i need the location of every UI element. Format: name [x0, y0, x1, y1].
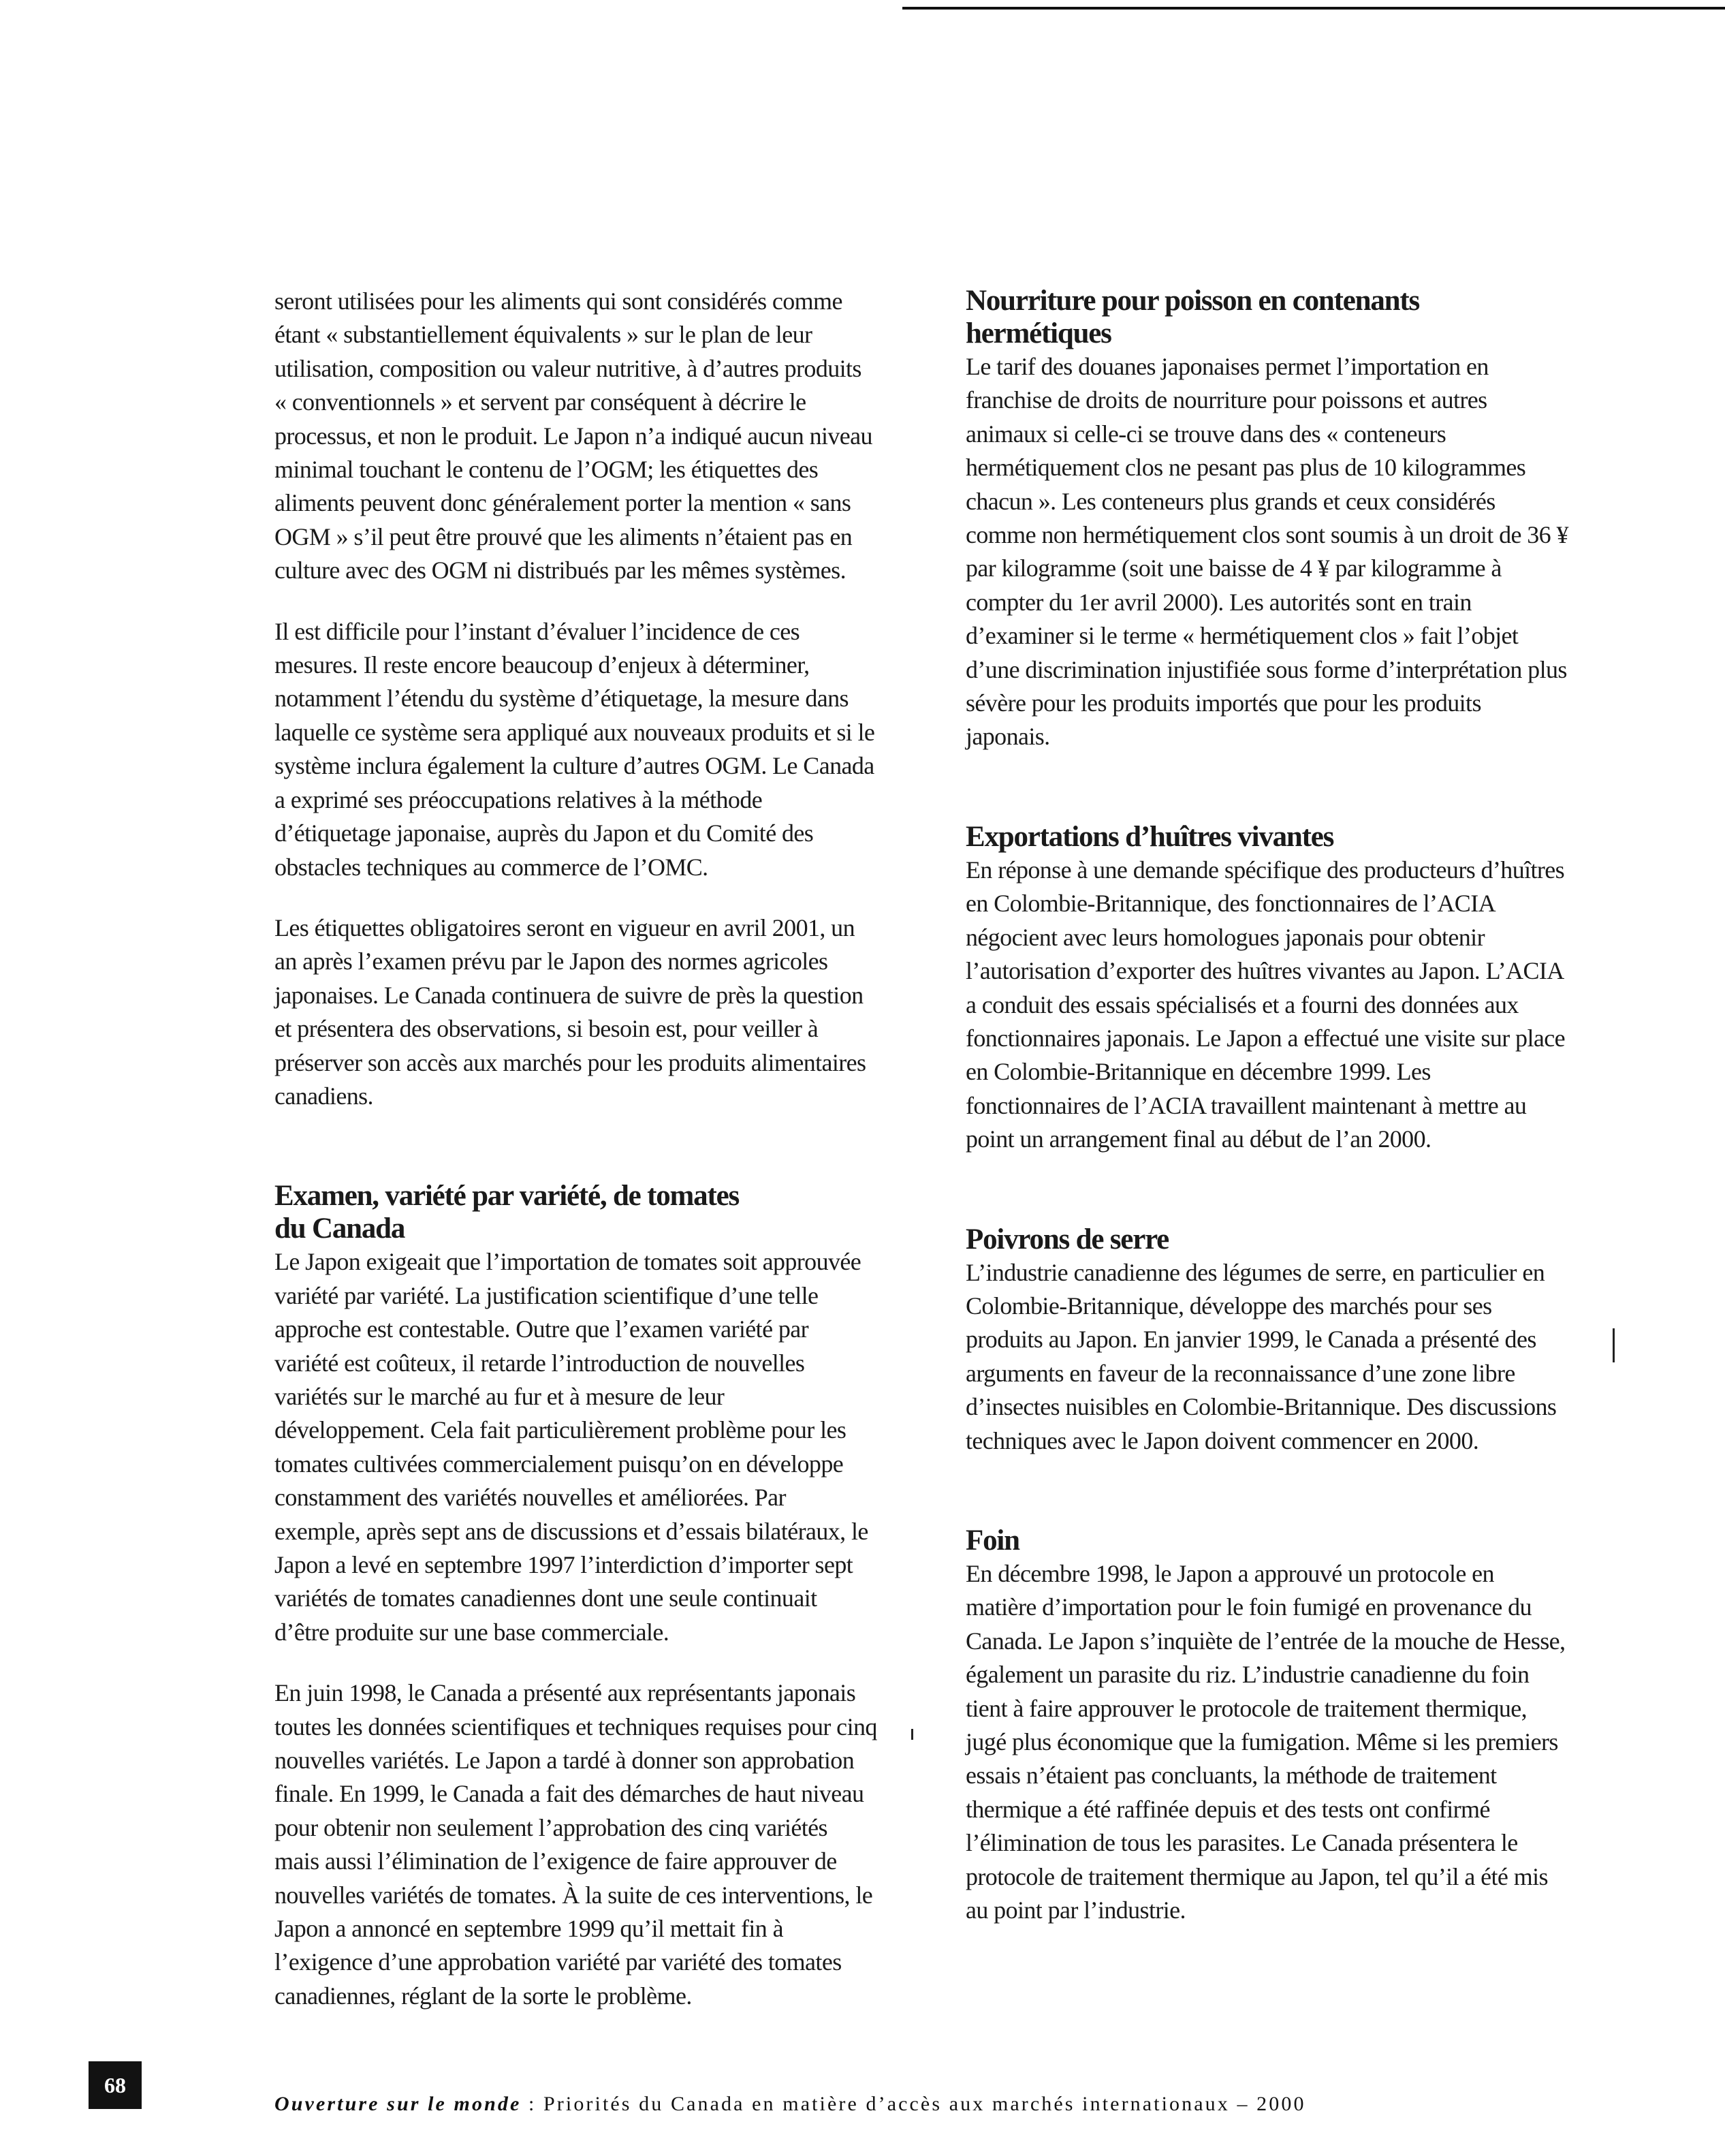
section-gap [966, 781, 1568, 821]
top-rule [902, 7, 1725, 10]
footer-publication-title: Ouverture sur le monde [274, 2093, 522, 2115]
paragraph-fish-food: Le tarif des douanes japonaises permet l’importation en franchise de droits de nourriture pour poissons et autres animaux si celle-ci se trouve dans des « conteneurs hermétiquement clos ne pesant pas plus de 10 kilogrammes chacun ». Les conteneurs plus grands et ceux considérés comme non hermétiquement clos sont soumis à un droit de 36 ¥ par kilogramme (soit une baisse de 4 ¥ par kilogramme à compter du 1er avril 2000). Les autorités sont en train d’examiner si le terme « hermétiquement clos » fait l’objet d’une discrimination injustifiée sous forme d’interprétation plus sévère pour les produits importés que pour les produits japonais. [966, 353, 1568, 751]
paragraph-impact: Il est difficile pour l’instant d’évaluer l’incidence de ces mesures. Il reste encore beaucoup d’enjeux à déterminer, notamment l’étendu du système d’étiquetage, la mesure dans laquelle ce système sera appliqué aux nouveaux produits et si le système inclura également la culture d’autres OGM. Le Canada a exprimé ses préoccupations relatives à la méthode d’étiquetage japonaise, auprès du Japon et du Comité des obstacles techniques au commerce de l’OMC. [274, 617, 875, 881]
page-number: 68 [89, 2061, 142, 2109]
paragraph-tomatoes: Le Japon exigeait que l’importation de tomates soit approuvée variété par variété. La justification scientifique d’une telle approche est contestable. Outre que l’examen variété par variété est coûteux, il retarde l’introduction de nouvelles variétés sur le marché au fur et à mesure de leur développement. Cela fait particulièrement problème pour les tomates cultivées commercialement puisqu’on en développe constamment des variétés nouvelles et améliorées. Par exemple, après sept ans de discussions et d’essais bilatéraux, le Japon a levé en septembre 1997 l’interdiction d’importer sept variétés de tomates canadiennes dont une seule continuait d’être produite sur une base commerciale. [274, 1248, 868, 1646]
paragraph-peppers: L’industrie canadienne des légumes de serre, en particulier en Colombie-Britannique, développe des marchés pour ses produits au Japon. En janvier 1999, le Canada a présenté des arguments en faveur de la reconnaissance d’une zone libre d’insectes nuisibles en Colombie-Britannique. Des discussions techniques avec le Japon doivent commencer en 2000. [966, 1258, 1557, 1454]
section-gap [966, 1485, 1568, 1525]
section-gap [274, 1140, 877, 1180]
heading-fish-food: Nourriture pour poisson en contenants hermétiques [966, 285, 1419, 349]
paragraph-ogm-labelling: seront utilisées pour les aliments qui sont considérés comme étant « substantiellement équivalents » sur le plan de leur utilisation, composition ou valeur nutritive, à d’autres produits « conventionnels » et servent par conséquent à décrire le processus, et non le produit. Le Japon n’a indiqué aucun niveau minimal touchant le contenu de l’OGM; les étiquettes des aliments peuvent donc généralement porter la mention « sans OGM » s’il peut être prouvé que les aliments n’étaient pas en culture avec des OGM ni distribués par les mêmes systèmes. [274, 287, 872, 584]
paragraph-tomatoes-2: En juin 1998, le Canada a présenté aux représentants japonais toutes les données scientifiques et techniques requises pour cinq nouvelles variétés. Le Japon a tardé à donner son approbation finale. En 1999, le Canada a fait des démarches de haut niveau pour obtenir non seulement l’approbation des cinq variétés mais aussi l’élimination de l’exigence de faire approuver de nouvelles variétés de tomates. À la suite de ces interventions, le Japon a annoncé en septembre 1999 qu’il mettait fin à l’exigence d’une approbation variété par variété des tomates canadiennes, réglant de la sorte le problème. [274, 1679, 877, 2010]
heading-peppers: Poivrons de serre [966, 1223, 1169, 1255]
heading-tomatoes: Examen, variété par variété, de tomates du Canada [274, 1180, 739, 1245]
right-column [966, 285, 1568, 1954]
paragraph-mandatory-labels: Les étiquettes obligatoires seront en vigueur en avril 2001, un an après l’examen prévu par le Japon des normes agricoles japonaises. Le Canada continuera de suivre de près la question et présentera des observations, si besoin est, pour veiller à préserver son accès aux marchés pour les produits alimentaires canadiens. [274, 913, 866, 1110]
scan-mark [911, 1729, 913, 1740]
paragraph-hay: En décembre 1998, le Japon a approuvé un protocole en matière d’importation pour le foin fumigé en provenance du Canada. Le Japon s’inquiète de l’entrée de la mouche de Hesse, également un parasite du riz. L’industrie canadienne du foin tient à faire approuver le protocole de traitement thermique, jugé plus économique que la fumigation. Même si les premiers essais n’étaient pas concluants, la méthode de traitement thermique a été raffinée depuis et des tests ont confirmé l’élimination de tous les parasites. Le Canada présentera le protocole de traitement thermique au Japon, tel qu’il a été mis au point par l’industrie. [966, 1559, 1566, 1924]
heading-hay: Foin [966, 1524, 1019, 1557]
left-column [274, 285, 877, 2040]
paragraph-oysters: En réponse à une demande spécifique des producteurs d’huîtres en Colombie-Britannique, des fonctionnaires de l’ACIA négocient avec leurs homologues japonais pour obtenir l’autorisation d’exporter des huîtres vivantes au Japon. L’ACIA a conduit des essais spécialisés et a fourni des données aux fonctionnaires japonais. Le Japon a effectué une visite sur place en Colombie-Britannique en décembre 1999. Les fonctionnaires de l’ACIA travaillent maintenant à mettre au point un arrangement final au début de l’an 2000. [966, 856, 1565, 1153]
running-footer [274, 2093, 1568, 2116]
scan-mark [1613, 1328, 1615, 1362]
heading-oysters: Exportations d’huîtres vivantes [966, 820, 1334, 853]
section-gap [966, 1184, 1568, 1223]
footer-subtitle: : Priorités du Canada en matière d’accès aux marchés internationaux – 2000 [521, 2093, 1306, 2115]
